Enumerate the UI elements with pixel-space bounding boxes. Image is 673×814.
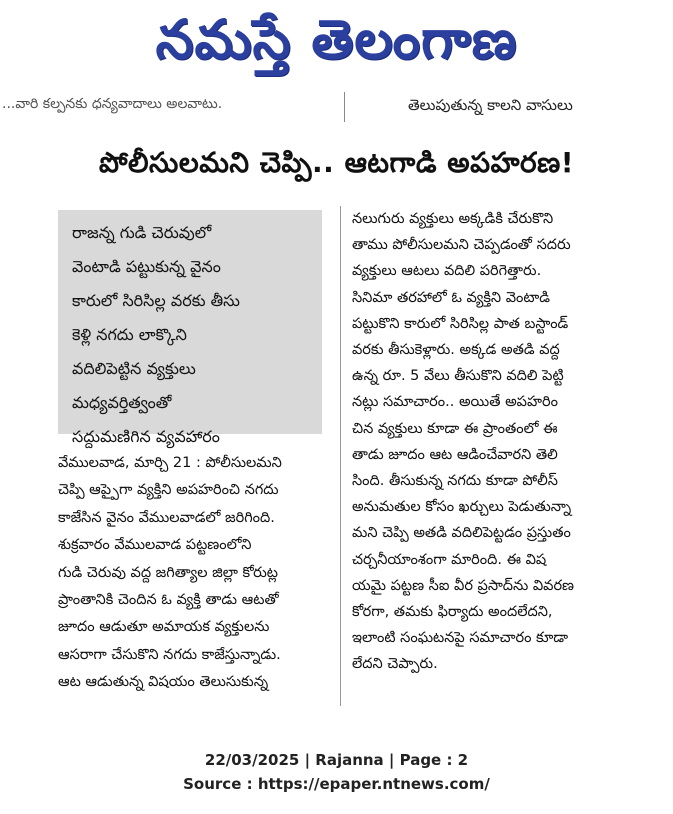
- body-line: కోరగా, తమకు ఫిర్యాదు అందలేదని,: [352, 604, 553, 621]
- body-line: నట్లు సమాచారం.. అయితే అపహరిం: [352, 394, 558, 411]
- body-line: జూదం ఆడుతూ అమాయక వ్యక్తులను: [58, 619, 270, 636]
- body-line: తాము పోలీసులమని చెప్పడంతో సదరు: [352, 237, 571, 254]
- column-rule: [344, 92, 345, 122]
- body-line: సింది. తీసుకున్న నగదు కూడా పోలీస్: [352, 473, 558, 490]
- body-line: సినిమా తరహాలో ఓ వ్యక్తిని వెంటాడి: [352, 289, 550, 306]
- previous-article-fragment: ...వారి కల్పనకు ధన్యవాదాలు అలవాటు.: [2, 96, 223, 112]
- article-body-right-column: [352, 206, 642, 678]
- adjacent-article-caption: తెలుపుతున్న కాలని వాసులు: [408, 96, 573, 114]
- highlight-line: సద్దుమణిగిన వ్యవహారం: [72, 427, 220, 446]
- highlight-item: [72, 284, 314, 386]
- highlight-line: కెళ్లి నగదు లాక్కొని: [72, 325, 187, 344]
- masthead: [0, 0, 673, 82]
- article-headline: పోలీసులమని చెప్పి.. ఆటగాడి అపహరణ!: [98, 146, 575, 179]
- body-line: చిన వ్యక్తులు కూడా ఈ ప్రాంతంలో ఈ: [352, 420, 558, 437]
- body-line: యమై పట్టణ సీఐ వీర ప్రసాద్‌ను వివరణ: [352, 577, 575, 594]
- body-line: వరకు తీసుకెళ్లారు. అక్కడ అతడి వద్ద: [352, 342, 560, 359]
- page-footer: [0, 748, 673, 796]
- body-line: తాడు జూదం ఆట ఆడించేవారని తెలి: [352, 446, 558, 463]
- highlight-line: రాజన్న గుడి చెరువులో: [72, 223, 212, 242]
- body-line: నలుగురు వ్యక్తులు అక్కడికి చేరుకొని: [352, 211, 554, 227]
- top-strip: [0, 92, 673, 126]
- column-rule: [340, 206, 341, 706]
- article-body-left-column: [58, 450, 334, 697]
- edition-info: 22/03/2025 | Rajanna | Page : 2: [204, 751, 469, 769]
- body-line: చెప్పి ఆప్పైగా వ్యక్తిని అపహరించి నగదు: [58, 482, 279, 499]
- highlights-box: [58, 210, 322, 446]
- body-line: వేములవాడ, మార్చి 21 : పోలీసులమని: [58, 455, 282, 471]
- highlight-line: వదిలిపెట్టిన వ్యక్తులు: [72, 359, 196, 378]
- highlight-item: [72, 386, 314, 454]
- body-line: శుక్రవారం వేములవాడ పట్టణంలోని: [58, 537, 252, 554]
- body-line: ఆట ఆడుతున్న విషయం తెలుసుకున్న: [58, 674, 269, 691]
- body-line: పట్టుకొని కారులో సిరిసిల్ల పాత బస్టాండ్: [352, 315, 569, 332]
- highlight-line: కారులో సిరిసిల్ల వరకు తీసు: [72, 291, 240, 310]
- body-line: వ్యక్తులు ఆటలు వదిలి పరిగెత్తారు.: [352, 263, 542, 280]
- newspaper-logo: నమస్తే తెలంగాణ: [155, 8, 518, 71]
- body-line: అనుమతుల కోసం ఖర్చులు పెడుతున్నా: [352, 499, 572, 516]
- highlight-line: మధ్యవర్తిత్వంతో: [72, 393, 172, 412]
- body-line: కాజేసిన వైనం వేములవాడలో జరిగింది.: [58, 509, 275, 526]
- body-line: ప్రాంతానికి చెందిన ఓ వ్యక్తి తాడు ఆటతో: [58, 592, 279, 609]
- body-line: ఇలాంటి సంఘటనపై సమాచారం కూడా: [352, 630, 569, 647]
- body-line: గుడి చెరువు వద్ద జగిత్యాల జిల్లా కోరుట్ల: [58, 564, 278, 581]
- body-line: చర్చనీయాంశంగా మారింది. ఈ విష: [352, 551, 547, 568]
- highlight-item: [72, 216, 314, 284]
- highlight-line: వెంటాడి పట్టుకున్న వైనం: [72, 257, 221, 276]
- source-link[interactable]: Source : https://epaper.ntnews.com/: [183, 775, 490, 793]
- body-line: ఆసరాగా చేసుకొని నగదు కాజేస్తున్నాడు.: [58, 646, 281, 663]
- body-line: మని చెప్పి అతడి వదిలిపెట్టడం ప్రస్తుతం: [352, 525, 571, 542]
- body-line: ఉన్న రూ. 5 వేలు తీసుకొని వదిలి పెట్టి: [352, 368, 564, 385]
- body-line: లేదని చెప్పారు.: [352, 656, 438, 673]
